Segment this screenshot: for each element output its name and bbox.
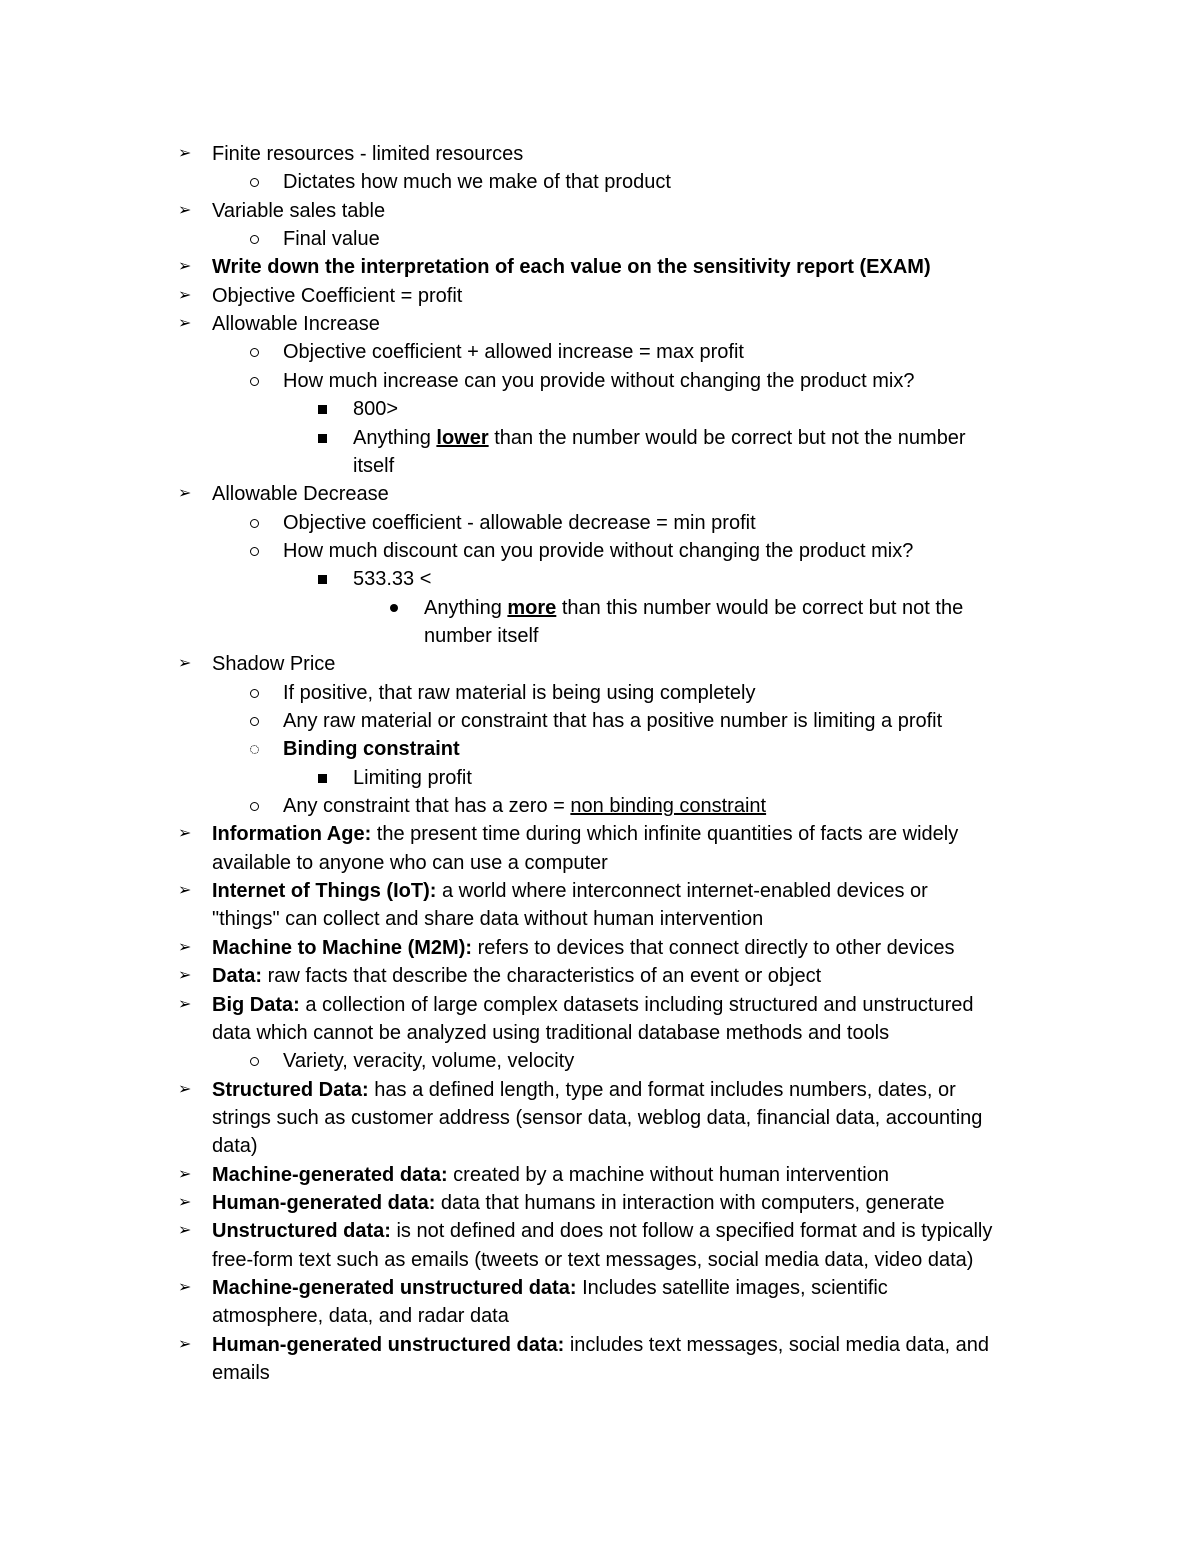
text-run: Any raw material or constraint that has a positive number is limiting a profit — [283, 710, 943, 732]
note-line — [0, 1246, 1200, 1274]
text-run: Includes satellite images, scientific — [576, 1277, 888, 1299]
text-run: available to anyone who can use a computer — [212, 851, 608, 874]
text-run: Final value — [283, 228, 380, 251]
note-line — [0, 168, 1200, 196]
dotted-circle-bullet-icon — [250, 745, 259, 754]
note-text — [283, 168, 671, 196]
hollow-circle-bullet-icon — [250, 519, 259, 528]
note-text — [212, 282, 462, 310]
text-run: is not defined and does not follow a specified format and is typically — [390, 1220, 993, 1243]
arrow-bullet-icon: ➢ — [178, 145, 192, 162]
note-line — [0, 367, 1200, 395]
note-line — [0, 395, 1200, 423]
note-text — [212, 480, 389, 508]
note-text — [212, 877, 928, 905]
note-line — [0, 197, 1200, 225]
note-line — [0, 1331, 1200, 1359]
square-bullet-icon — [318, 774, 327, 783]
text-run: Anything — [353, 426, 437, 449]
hollow-circle-bullet-icon — [250, 1057, 259, 1066]
text-run: Variable sales table — [212, 199, 386, 222]
text-run: includes text messages, social media data, and — [564, 1333, 989, 1356]
note-text — [283, 735, 460, 763]
note-line — [0, 424, 1200, 452]
hollow-circle-bullet-icon — [250, 348, 259, 357]
note-line — [0, 225, 1200, 253]
text-run: data which cannot be analyzed using traditional database methods and tools — [212, 1021, 890, 1044]
note-line — [0, 1132, 1200, 1160]
text-run: Shadow Price — [212, 653, 336, 676]
note-line — [0, 934, 1200, 962]
note-text — [212, 310, 380, 338]
note-line — [0, 622, 1200, 650]
text-run: has a defined length, type and format includes numbers, dates, or — [368, 1078, 956, 1101]
note-line — [0, 1019, 1200, 1047]
emphasized-text: Binding constraint — [283, 738, 460, 761]
note-text — [283, 792, 766, 820]
note-text — [212, 1274, 888, 1302]
arrow-bullet-icon: ➢ — [178, 1080, 192, 1098]
arrow-bullet-icon: ➢ — [178, 201, 192, 219]
hollow-circle-bullet-icon — [250, 689, 259, 698]
arrow-bullet-icon: ➢ — [178, 967, 192, 985]
text-run: "things" can collect and share data without human intervention — [212, 908, 764, 931]
text-run: Objective Coefficient = profit — [212, 284, 463, 307]
note-text — [283, 509, 756, 537]
note-line — [0, 1274, 1200, 1302]
note-text — [424, 594, 963, 622]
text-run: Dictates how much we make of that product — [283, 171, 671, 194]
note-line — [0, 1189, 1200, 1217]
arrow-bullet-icon: ➢ — [178, 485, 192, 503]
text-run: refers to devices that connect directly to other devices — [472, 936, 955, 959]
emphasized-text: Internet of Things (IoT): — [212, 880, 437, 903]
note-line — [0, 764, 1200, 792]
arrow-bullet-icon: ➢ — [178, 825, 192, 843]
note-text — [212, 1189, 945, 1217]
note-line — [0, 594, 1200, 622]
note-text — [212, 253, 931, 281]
note-line — [0, 1104, 1200, 1132]
arrow-bullet-icon: ➢ — [178, 1335, 192, 1353]
text-run: 800> — [353, 398, 399, 421]
note-text — [212, 849, 608, 877]
arrow-bullet-icon: ➢ — [178, 258, 192, 276]
arrow-bullet-icon: ➢ — [178, 655, 192, 673]
note-text — [212, 1359, 270, 1387]
note-line — [0, 991, 1200, 1019]
text-run: Any constraint that has a zero = — [283, 795, 571, 818]
text-run: than the number would be correct but not the number — [488, 426, 966, 449]
text-run: Limiting profit — [353, 766, 472, 789]
note-text — [212, 1302, 509, 1330]
arrow-bullet-icon: ➢ — [178, 938, 192, 956]
note-text — [353, 395, 398, 423]
note-text — [212, 1104, 982, 1132]
note-text — [353, 424, 966, 452]
note-text — [212, 820, 958, 848]
note-text — [212, 1161, 889, 1189]
hollow-circle-bullet-icon — [250, 377, 259, 386]
note-line — [0, 1047, 1200, 1075]
note-text — [424, 622, 539, 650]
emphasized-text: Big Data: — [212, 993, 300, 1016]
note-text — [283, 338, 744, 366]
emphasized-text: Structured Data: — [212, 1078, 369, 1101]
note-line — [0, 707, 1200, 735]
arrow-bullet-icon: ➢ — [178, 1279, 192, 1296]
note-text — [212, 650, 335, 678]
note-line — [0, 509, 1200, 537]
hollow-circle-bullet-icon — [250, 802, 259, 811]
note-text — [283, 707, 942, 735]
text-run: a world where interconnect internet-enabled devices or — [436, 880, 928, 903]
square-bullet-icon — [318, 434, 327, 443]
note-line — [0, 650, 1200, 678]
text-run: the present time during which infinite quantities of facts are widely — [371, 823, 959, 846]
note-line — [0, 792, 1200, 820]
note-line — [0, 1217, 1200, 1245]
emphasized-text: non binding constraint — [570, 795, 767, 818]
note-text — [353, 565, 431, 593]
emphasized-text: Machine to Machine (M2M): — [212, 936, 473, 959]
note-line — [0, 565, 1200, 593]
note-line — [0, 820, 1200, 848]
note-line — [0, 253, 1200, 281]
emphasized-text: Information Age: — [212, 823, 372, 846]
note-text — [283, 367, 914, 395]
note-line — [0, 452, 1200, 480]
text-run: number itself — [424, 624, 539, 647]
note-text — [212, 962, 821, 990]
text-run: If positive, that raw material is being using completely — [283, 681, 756, 704]
arrow-bullet-icon: ➢ — [178, 1222, 192, 1240]
note-line — [0, 140, 1200, 168]
note-line — [0, 1076, 1200, 1104]
note-line — [0, 310, 1200, 338]
note-text — [212, 1076, 956, 1104]
note-text — [212, 905, 763, 933]
emphasized-text: Human-generated data: — [212, 1191, 436, 1214]
note-line — [0, 962, 1200, 990]
note-text — [212, 1246, 973, 1274]
note-line — [0, 282, 1200, 310]
filled-dot-bullet-icon — [390, 604, 398, 612]
text-run: free-form text such as emails (tweets or text messages, social media data, video data) — [212, 1248, 974, 1271]
note-line — [0, 849, 1200, 877]
note-line — [0, 679, 1200, 707]
hollow-circle-bullet-icon — [250, 717, 259, 726]
text-run: How much increase can you provide without changing the product mix? — [283, 369, 915, 392]
note-line — [0, 480, 1200, 508]
emphasized-text: Human-generated unstructured data: — [212, 1333, 565, 1356]
text-run: Variety, veracity, volume, velocity — [283, 1050, 575, 1073]
arrow-bullet-icon: ➢ — [178, 1193, 192, 1211]
text-run: data that humans in interaction with computers, generate — [435, 1191, 945, 1214]
arrow-bullet-icon: ➢ — [178, 882, 192, 900]
note-line — [0, 905, 1200, 933]
arrow-bullet-icon: ➢ — [178, 315, 192, 333]
arrow-bullet-icon: ➢ — [178, 995, 192, 1013]
emphasized-text: Data: — [212, 965, 263, 988]
text-run: Anything — [424, 596, 508, 619]
emphasized-text: Unstructured data: — [212, 1220, 391, 1243]
hollow-circle-bullet-icon — [250, 547, 259, 556]
text-run: Allowable Decrease — [212, 483, 389, 506]
note-line — [0, 537, 1200, 565]
square-bullet-icon — [318, 575, 327, 584]
note-text — [283, 679, 755, 707]
emphasized-text: Machine-generated data: — [212, 1163, 448, 1186]
note-line — [0, 735, 1200, 763]
text-run: strings such as customer address (sensor data, weblog data, financial data, accounting — [212, 1106, 983, 1129]
note-text — [353, 452, 394, 480]
text-run: Objective coefficient + allowed increase = max profit — [283, 341, 744, 364]
note-text — [212, 1331, 989, 1359]
emphasized-text: more — [507, 596, 557, 619]
note-text — [212, 934, 954, 962]
note-text — [212, 140, 523, 168]
note-text — [283, 1047, 574, 1075]
text-run: atmosphere, data, and radar data — [212, 1305, 509, 1328]
emphasized-text: Machine-generated unstructured data: — [212, 1277, 577, 1299]
note-line — [0, 877, 1200, 905]
note-text — [212, 991, 974, 1019]
arrow-bullet-icon: ➢ — [178, 286, 192, 304]
arrow-bullet-icon: ➢ — [178, 1165, 192, 1183]
note-text — [283, 537, 913, 565]
hollow-circle-bullet-icon — [250, 178, 259, 187]
text-run: a collection of large complex datasets including structured and unstructured — [299, 993, 974, 1016]
emphasized-text: lower — [436, 426, 489, 449]
text-run: data) — [212, 1135, 258, 1158]
note-text — [353, 764, 472, 792]
note-text — [212, 1217, 992, 1245]
text-run: 533.33 < — [353, 568, 432, 591]
text-run: created by a machine without human intervention — [447, 1163, 889, 1186]
note-text — [212, 1132, 258, 1160]
text-run: itself — [353, 454, 395, 477]
note-text — [212, 1019, 889, 1047]
text-run: than this number would be correct but not the — [556, 596, 964, 619]
emphasized-text: Write down the interpretation of each value on the sensitivity report (EXAM) — [212, 256, 931, 279]
text-run: Allowable Increase — [212, 313, 380, 336]
square-bullet-icon — [318, 405, 327, 414]
text-run: Finite resources - limited resources — [212, 143, 524, 165]
note-line — [0, 1161, 1200, 1189]
text-run: raw facts that describe the characteristics of an event or object — [262, 965, 822, 988]
note-text — [212, 197, 385, 225]
note-line — [0, 338, 1200, 366]
text-run: emails — [212, 1362, 270, 1385]
note-line — [0, 1359, 1200, 1387]
text-run: Objective coefficient - allowable decrease = min profit — [283, 511, 756, 534]
note-line — [0, 1302, 1200, 1330]
hollow-circle-bullet-icon — [250, 235, 259, 244]
note-text — [283, 225, 380, 253]
text-run: How much discount can you provide without changing the product mix? — [283, 539, 914, 562]
